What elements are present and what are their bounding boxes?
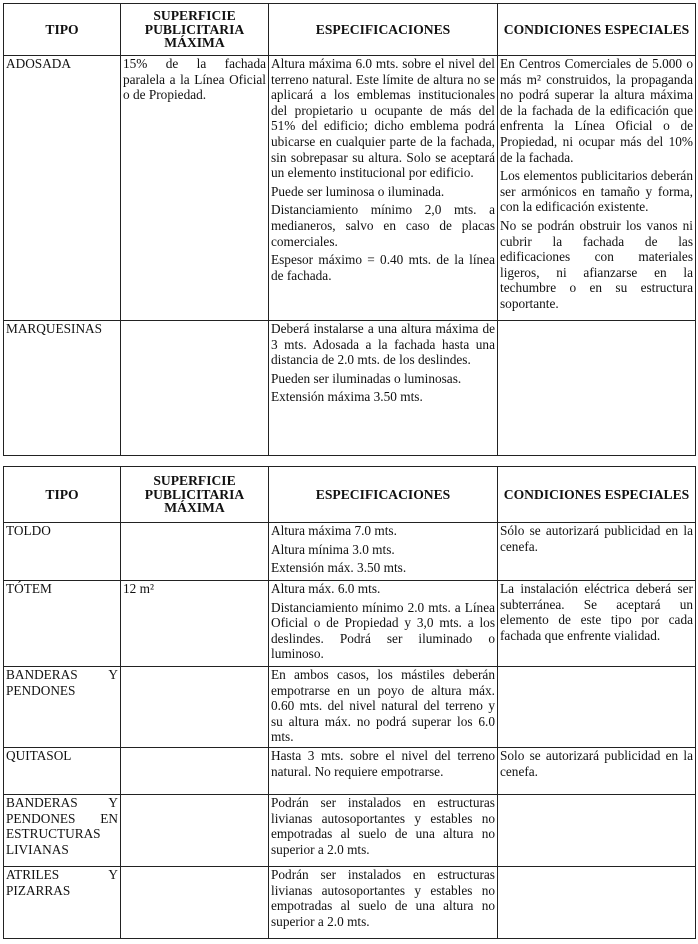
header-row <box>4 4 696 56</box>
tipo-paragraph: ATRILES Y PIZARRAS <box>6 867 118 898</box>
table-row <box>4 56 696 321</box>
table-row <box>4 667 696 748</box>
tipo-paragraph: BANDERAS Y PENDONES <box>6 667 118 698</box>
especificaciones-paragraph: Deberá instalarse a una altura máxima de 3 mts. Adosada a la fachada hasta una distancia de 2.0 mts. de los deslindes. <box>271 321 495 368</box>
especificaciones-paragraph: Distanciamiento mínimo 2,0 mts. a medianeros, salvo en caso de placas comerciales. <box>271 202 495 249</box>
cell-condiciones <box>498 748 696 795</box>
especificaciones-paragraph: Altura máxima 6.0 mts. sobre el nivel del terreno natural. Este límite de altura no se aplicará a los emblemas institucionales del propietario u ocupante de más del 51% del edificio; dicho emblema podrá ubicarse en cualquier parte de la fachada, sin sobrepasar su altura. Solo se aceptará un elemento institucional por edificio. <box>271 56 495 181</box>
especificaciones-paragraph: Hasta 3 mts. sobre el nivel del terreno natural. No requiere empotrarse. <box>271 748 495 779</box>
cell-tipo <box>4 667 121 748</box>
header-tipo: TIPO <box>4 467 121 523</box>
cell-condiciones <box>498 581 696 667</box>
tipo-paragraph: TOLDO <box>6 523 51 538</box>
cell-condiciones <box>498 667 696 748</box>
cell-condiciones <box>498 867 696 939</box>
cell-superficie <box>121 321 269 456</box>
tipo-paragraph: TÓTEM <box>6 581 52 596</box>
especificaciones-paragraph: Distanciamiento mínimo 2.0 mts. a Línea Oficial o de Propiedad y 3,0 mts. a los deslindes. Podrá ser iluminado o luminoso. <box>271 599 495 662</box>
signage-table-1 <box>3 3 696 456</box>
table-body <box>4 56 696 456</box>
condiciones-paragraph: La instalación eléctrica deberá ser subterránea. Se aceptará un elemento de este tipo por cada fachada que enfrente vialidad. <box>500 581 693 643</box>
cell-tipo <box>4 748 121 795</box>
cell-superficie <box>121 748 269 795</box>
cell-especificaciones <box>269 581 498 667</box>
condiciones-paragraph: En Centros Comerciales de 5.000 o más m² construidos, la propaganda no podrá superar la altura máxima de la fachada de la edificación que enfrenta la Línea Oficial o de Propiedad, ni ocupar más del 10% de la fachada. <box>500 56 693 165</box>
tipo-paragraph: QUITASOL <box>6 748 72 763</box>
condiciones-paragraph: Los elementos publicitarios deberán ser armónicos en tamaño y forma, con la edificación existente. <box>500 168 693 215</box>
table-row <box>4 523 696 581</box>
table-row <box>4 795 696 867</box>
cell-tipo <box>4 581 121 667</box>
especificaciones-paragraph: Puede ser luminosa o iluminada. <box>271 183 445 199</box>
table-row <box>4 748 696 795</box>
cell-superficie <box>121 867 269 939</box>
cell-condiciones <box>498 321 696 456</box>
condiciones-paragraph: Sólo se autorizará publicidad en la cenefa. <box>500 523 693 554</box>
cell-tipo <box>4 321 121 456</box>
header-especificaciones: ESPECIFICACIONES <box>269 4 498 56</box>
especificaciones-paragraph: Altura mínima 3.0 mts. <box>271 541 395 557</box>
superficie-paragraph: 15% de la fachada paralela a la Línea Oficial o de Propiedad. <box>123 56 266 103</box>
table-row <box>4 867 696 939</box>
table-body <box>4 523 696 939</box>
header-especificaciones: ESPECIFICACIONES <box>269 467 498 523</box>
tipo-paragraph: ADOSADA <box>6 56 72 71</box>
cell-especificaciones <box>269 321 498 456</box>
especificaciones-paragraph: Altura máxima 7.0 mts. <box>271 523 397 538</box>
cell-especificaciones <box>269 867 498 939</box>
cell-superficie <box>121 667 269 748</box>
table-row <box>4 581 696 667</box>
header-row <box>4 467 696 523</box>
cell-especificaciones <box>269 795 498 867</box>
signage-table-2 <box>3 466 696 939</box>
especificaciones-paragraph: Extensión máx. 3.50 mts. <box>271 560 407 576</box>
superficie-paragraph: 12 m² <box>123 581 154 596</box>
header-superficie: SUPERFICIE PUBLICITARIA MÁXIMA <box>121 467 269 523</box>
especificaciones-paragraph: Altura máx. 6.0 mts. <box>271 581 381 596</box>
cell-tipo <box>4 867 121 939</box>
cell-condiciones <box>498 56 696 321</box>
cell-especificaciones <box>269 523 498 581</box>
header-tipo: TIPO <box>4 4 121 56</box>
cell-superficie <box>121 56 269 321</box>
header-superficie: SUPERFICIE PUBLICITARIA MÁXIMA <box>121 4 269 56</box>
cell-tipo <box>4 795 121 867</box>
cell-condiciones <box>498 795 696 867</box>
cell-tipo <box>4 523 121 581</box>
especificaciones-paragraph: En ambos casos, los mástiles deberán empotrarse en un poyo de altura máx. 0.60 mts. del nivel natural del terreno y su altura máx. no podrá superar los 6.0 mts. <box>271 667 495 745</box>
especificaciones-paragraph: Espesor máximo = 0.40 mts. de la línea de fachada. <box>271 252 495 283</box>
cell-superficie <box>121 581 269 667</box>
header-condiciones: CONDICIONES ESPECIALES <box>498 467 696 523</box>
condiciones-paragraph: No se podrán obstruir los vanos ni cubrir la fachada de las edificaciones con materiales ligeros, ni afianzarse en la techumbre o en su estructura soportante. <box>500 217 693 311</box>
condiciones-paragraph: Solo se autorizará publicidad en la cenefa. <box>500 748 693 779</box>
tipo-paragraph: MARQUESINAS <box>6 321 103 336</box>
cell-especificaciones <box>269 56 498 321</box>
especificaciones-paragraph: Podrán ser instalados en estructuras livianas autosoportantes y estables no empotradas al suelo de una altura no superior a 2.0 mts. <box>271 867 495 929</box>
header-condiciones: CONDICIONES ESPECIALES <box>498 4 696 56</box>
cell-superficie <box>121 523 269 581</box>
table-row <box>4 321 696 456</box>
cell-superficie <box>121 795 269 867</box>
especificaciones-paragraph: Extensión máxima 3.50 mts. <box>271 389 423 405</box>
especificaciones-paragraph: Pueden ser iluminadas o luminosas. <box>271 370 462 386</box>
cell-especificaciones <box>269 748 498 795</box>
especificaciones-paragraph: Podrán ser instalados en estructuras livianas autosoportantes y estables no empotradas al suelo de una altura no superior a 2.0 mts. <box>271 795 495 857</box>
cell-condiciones <box>498 523 696 581</box>
tipo-paragraph: BANDERAS Y PENDONES EN ESTRUCTURAS LIVIANAS <box>6 795 118 857</box>
cell-tipo <box>4 56 121 321</box>
cell-especificaciones <box>269 667 498 748</box>
